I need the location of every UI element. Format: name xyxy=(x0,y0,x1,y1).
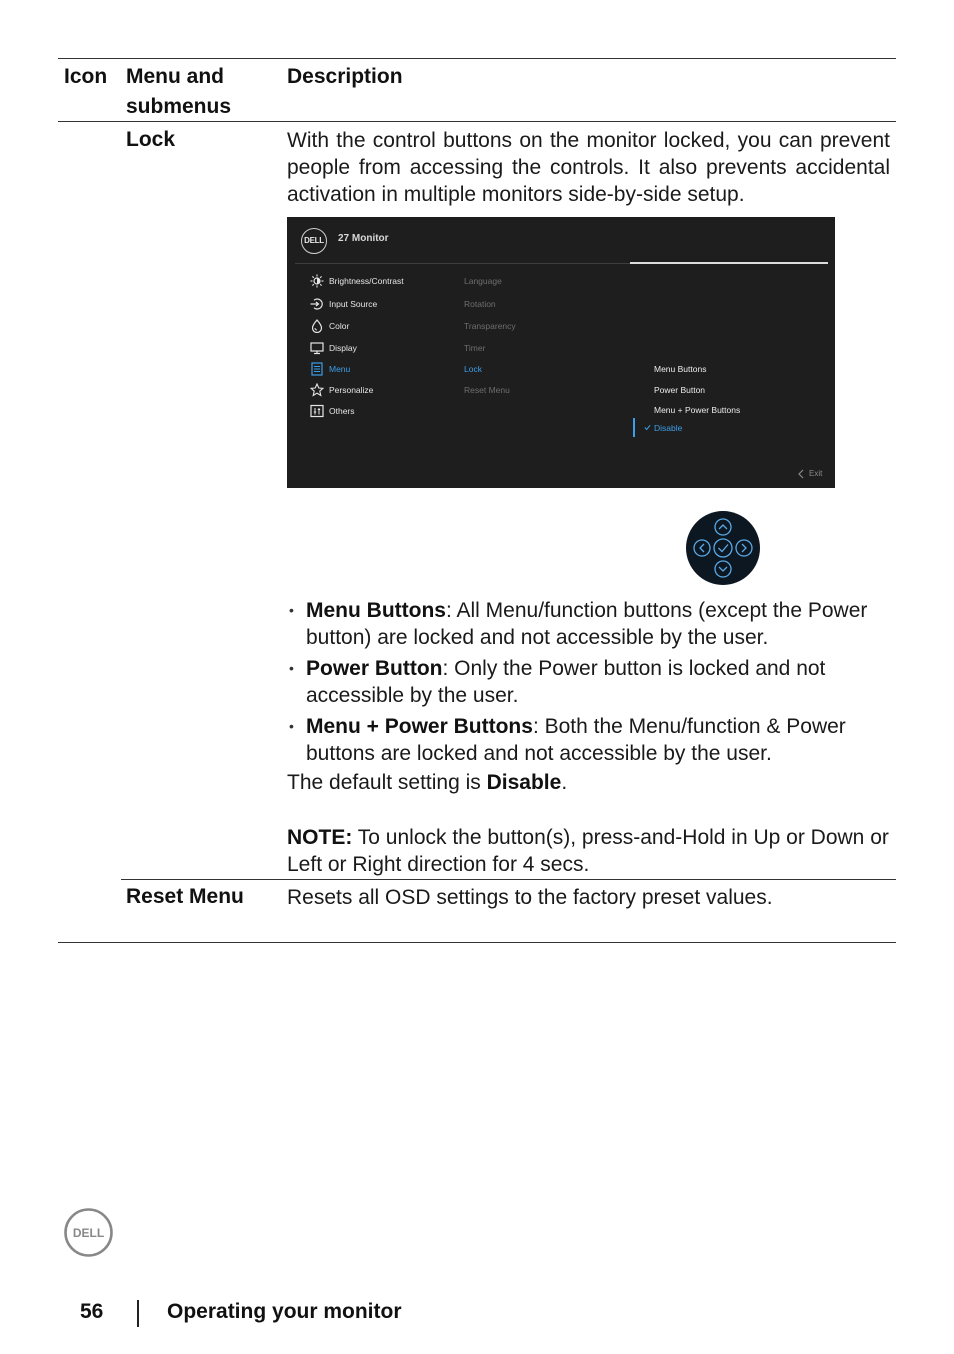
osd-opt-menu-power-buttons[interactable]: Menu + Power Buttons xyxy=(654,405,741,415)
default-prefix: The default setting is xyxy=(287,771,487,794)
osd-title: 27 Monitor xyxy=(338,233,389,244)
default-suffix: . xyxy=(561,771,568,794)
reset-menu-name: Reset Menu xyxy=(126,885,244,908)
checkmark-icon xyxy=(644,424,651,431)
header-menu-line2: submenus xyxy=(126,95,232,118)
note-text: To unlock the button(s), press-and-Hold in Up or Down or Left or Right direction for 4 secs. xyxy=(287,826,889,876)
osd-sub-reset-menu[interactable]: Reset Menu xyxy=(464,385,510,395)
osd-menu-others[interactable]: Others xyxy=(329,406,355,416)
osd-opt-disable[interactable]: Disable xyxy=(654,423,683,433)
note-label: NOTE: xyxy=(287,826,353,849)
header-icon: Icon xyxy=(64,65,108,88)
table-bottom-rule xyxy=(58,942,896,943)
footer-separator xyxy=(137,1300,139,1327)
osd-sub-timer[interactable]: Timer xyxy=(464,343,486,353)
osd-menu-personalize[interactable]: Personalize xyxy=(329,385,374,395)
osd-sub-transparency[interactable]: Transparency xyxy=(464,321,516,331)
osd-opt-menu-buttons[interactable]: Menu Buttons xyxy=(654,364,707,374)
osd-sub-lock[interactable]: Lock xyxy=(464,364,482,374)
lock-menu-name: Lock xyxy=(126,128,176,151)
bullet-text: : All Menu/function buttons (except the Power button) are locked and not accessible by the user. xyxy=(306,599,868,649)
dell-logo: DELL xyxy=(301,228,327,254)
bullet-term: Power Button xyxy=(306,657,443,680)
osd-highlight-line xyxy=(630,262,828,264)
bullet-term: Menu Buttons xyxy=(306,599,446,622)
exit-chevron-icon xyxy=(796,468,806,480)
bullet-dot: • xyxy=(289,602,294,618)
bullet-power-button xyxy=(306,655,881,709)
others-icon xyxy=(310,404,324,418)
header-description: Description xyxy=(287,65,403,88)
star-icon xyxy=(310,383,324,397)
bullet-dot: • xyxy=(289,660,294,676)
display-icon xyxy=(310,341,324,355)
osd-sub-rotation[interactable]: Rotation xyxy=(464,299,496,309)
default-value: Disable xyxy=(486,771,562,794)
bullet-text: : Both the Menu/function & Power buttons are locked and not accessible by the user. xyxy=(306,715,846,765)
bullet-text: : Only the Power button is locked and not accessible by the user. xyxy=(306,657,826,707)
footer-logo-text: DELL xyxy=(72,1226,105,1240)
section-title: Operating your monitor xyxy=(167,1300,402,1323)
page-number: 56 xyxy=(80,1300,104,1323)
osd-menu-display[interactable]: Display xyxy=(329,343,357,353)
reset-menu-description: Resets all OSD settings to the factory preset values. xyxy=(287,886,773,909)
input-source-icon xyxy=(310,297,324,311)
menu-icon xyxy=(310,362,324,376)
osd-sub-language[interactable]: Language xyxy=(464,276,502,286)
dell-logo xyxy=(64,1208,113,1257)
header-menu xyxy=(126,62,231,122)
osd-menu-menu[interactable]: Menu xyxy=(329,364,351,374)
header-menu-line1: Menu and xyxy=(126,65,224,88)
osd-menu-input-source[interactable]: Input Source xyxy=(329,299,378,309)
bullet-dot: • xyxy=(289,718,294,734)
osd-exit[interactable]: Exit xyxy=(809,469,823,478)
default-setting xyxy=(287,769,567,796)
note xyxy=(287,824,892,878)
joystick-control xyxy=(686,511,760,585)
bullet-term: Menu + Power Buttons xyxy=(306,715,533,738)
selection-bar xyxy=(633,418,635,437)
osd-menu-brightness[interactable]: Brightness/Contrast xyxy=(329,276,404,286)
bullet-menu-buttons xyxy=(306,597,881,651)
osd-divider xyxy=(295,263,630,264)
lock-description: With the control buttons on the monitor locked, you can prevent people from accessing the controls. It also prevents accidental activation in multiple monitors side-by-side setup. xyxy=(287,129,890,206)
color-icon xyxy=(310,319,324,333)
bullet-menu-power-buttons xyxy=(306,713,891,767)
osd-menu-color[interactable]: Color xyxy=(329,321,350,331)
osd-screenshot xyxy=(287,217,835,488)
osd-opt-power-button[interactable]: Power Button xyxy=(654,385,706,395)
brightness-icon xyxy=(310,274,324,288)
table-top-rule xyxy=(58,58,896,59)
row-divider xyxy=(121,879,896,880)
